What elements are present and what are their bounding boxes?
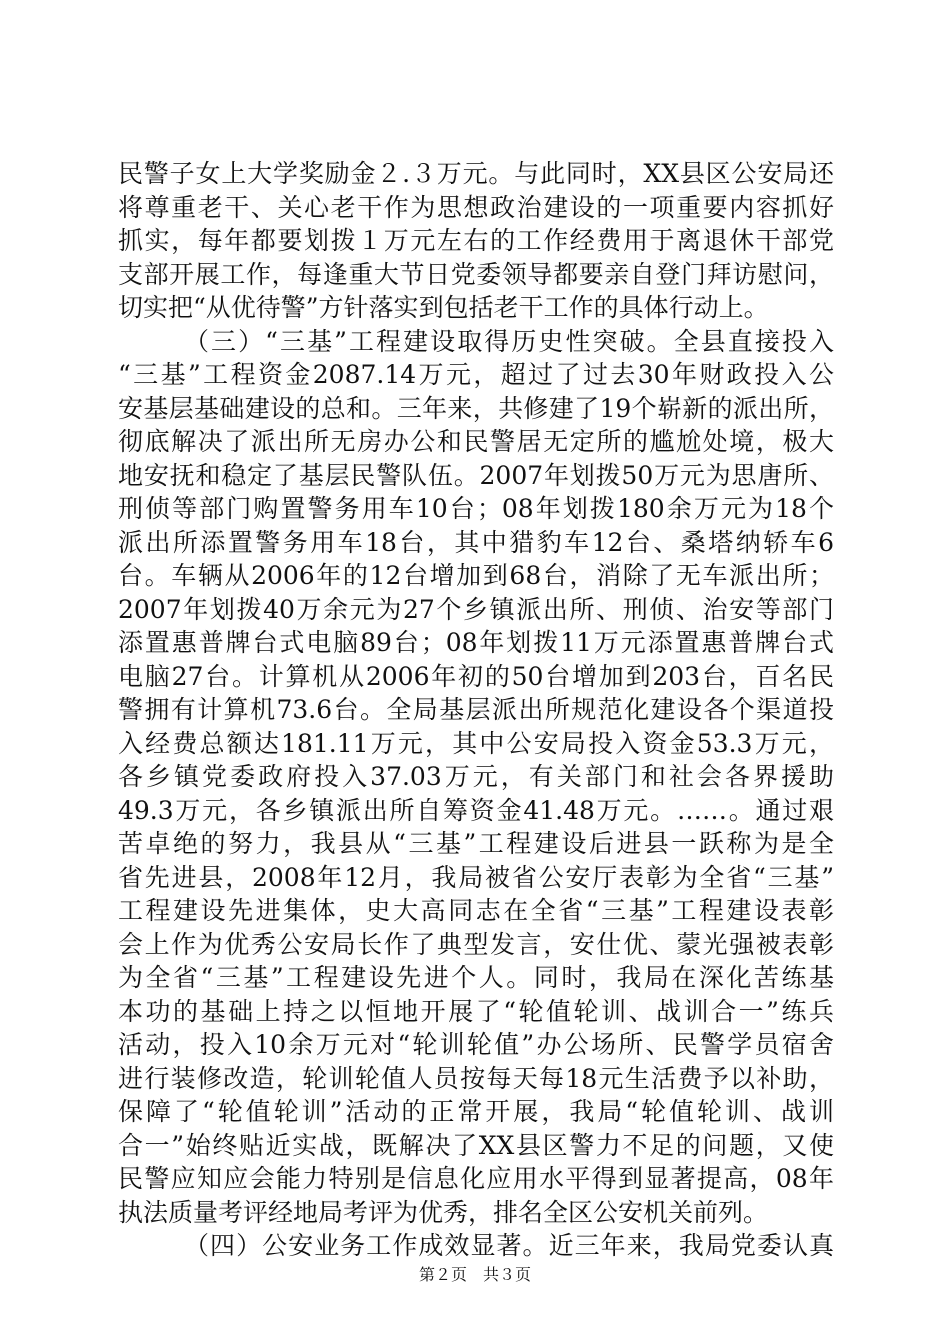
text-line: 2007年划拨40万余元为27个乡镇派出所、刑侦、治安等部门 bbox=[118, 594, 834, 624]
text-line: 各乡镇党委政府投入37.03万元，有关部门和社会各界援助 bbox=[118, 762, 834, 791]
text-line: 地安抚和稳定了基层民警队伍。2007年划拨50万元为思唐所、 bbox=[118, 460, 834, 490]
text-line: 活动，投入10余万元对“轮训轮值”办公场所、民警学员宿舍 bbox=[118, 1030, 834, 1059]
section-heading-line: （四）公安业务工作成效显著。近三年来，我局党委认真 bbox=[184, 1231, 834, 1260]
text-line: “三基”工程资金2087.14万元，超过了过去30年财政投入公 bbox=[118, 360, 834, 389]
text-line: 抓实，每年都要划拨１万元左右的工作经费用于离退休干部党 bbox=[118, 226, 834, 255]
document-body bbox=[118, 157, 834, 1263]
text-line: 彻底解决了派出所无房办公和民警居无定所的尴尬处境，极大 bbox=[118, 427, 834, 456]
text-line: 刑侦等部门购置警务用车10台；08年划拨180余万元为18个 bbox=[118, 494, 834, 523]
text-line: 苦卓绝的努力，我县从“三基”工程建设后进县一跃称为是全 bbox=[118, 829, 834, 858]
text-line: 安基层基础建设的总和。三年来，共修建了19个崭新的派出所， bbox=[118, 393, 834, 423]
text-line: 进行装修改造，轮训轮值人员按每天每18元生活费予以补助， bbox=[118, 1063, 834, 1093]
text-line: 本功的基础上持之以恒地开展了“轮值轮训、战训合一”练兵 bbox=[118, 996, 834, 1026]
text-line: 入经费总额达181.11万元，其中公安局投入资金53.3万元， bbox=[118, 728, 834, 758]
text-line: 为全省“三基”工程建设先进个人。同时，我局在深化苦练基 bbox=[118, 963, 834, 992]
text-line: 台。车辆从2006年的12台增加到68台，消除了无车派出所； bbox=[118, 561, 834, 590]
text-line: 将尊重老干、关心老干作为思想政治建设的一项重要内容抓好 bbox=[118, 192, 834, 222]
text-line: 民警应知应会能力特别是信息化应用水平得到显著提高，08年 bbox=[118, 1164, 834, 1193]
text-line: 电脑27台。计算机从2006年初的50台增加到203台，百名民 bbox=[118, 661, 834, 691]
text-line: 支部开展工作，每逢重大节日党委领导都要亲自登门拜访慰问， bbox=[118, 259, 834, 289]
text-line: 添置惠普牌台式电脑89台；08年划拨11万元添置惠普牌台式 bbox=[118, 628, 834, 657]
page-number-footer: 第２页 共３页 bbox=[418, 1265, 531, 1284]
text-line: 合一”始终贴近实战，既解决了XX县区警力不足的问题，又使 bbox=[118, 1130, 834, 1160]
section-heading-line: （三）“三基”工程建设取得历史性突破。全县直接投入 bbox=[184, 326, 834, 356]
text-line: 49.3万元，各乡镇派出所自筹资金41.48万元。……。通过艰 bbox=[118, 795, 834, 825]
text-line: 执法质量考评经地局考评为优秀，排名全区公安机关前列。 bbox=[118, 1197, 769, 1227]
text-line: 派出所添置警务用车18台，其中猎豹车12台、桑塔纳轿车6 bbox=[118, 527, 834, 557]
text-line: 工程建设先进集体，史大高同志在全省“三基”工程建设表彰 bbox=[118, 896, 834, 925]
text-line: 保障了“轮值轮训”活动的正常开展，我局“轮值轮训、战训 bbox=[118, 1097, 834, 1126]
text-line: 民警子女上大学奖励金２.３万元。与此同时，XX县区公安局还 bbox=[118, 159, 834, 188]
text-line: 省先进县，2008年12月，我局被省公安厅表彰为全省“三基” bbox=[118, 862, 834, 892]
text-line: 切实把“从优待警”方针落实到包括老干工作的具体行动上。 bbox=[118, 293, 769, 322]
text-line: 会上作为优秀公安局长作了典型发言，安仕优、蒙光强被表彰 bbox=[118, 929, 834, 959]
text-line: 警拥有计算机73.6台。全局基层派出所规范化建设各个渠道投 bbox=[118, 695, 834, 724]
